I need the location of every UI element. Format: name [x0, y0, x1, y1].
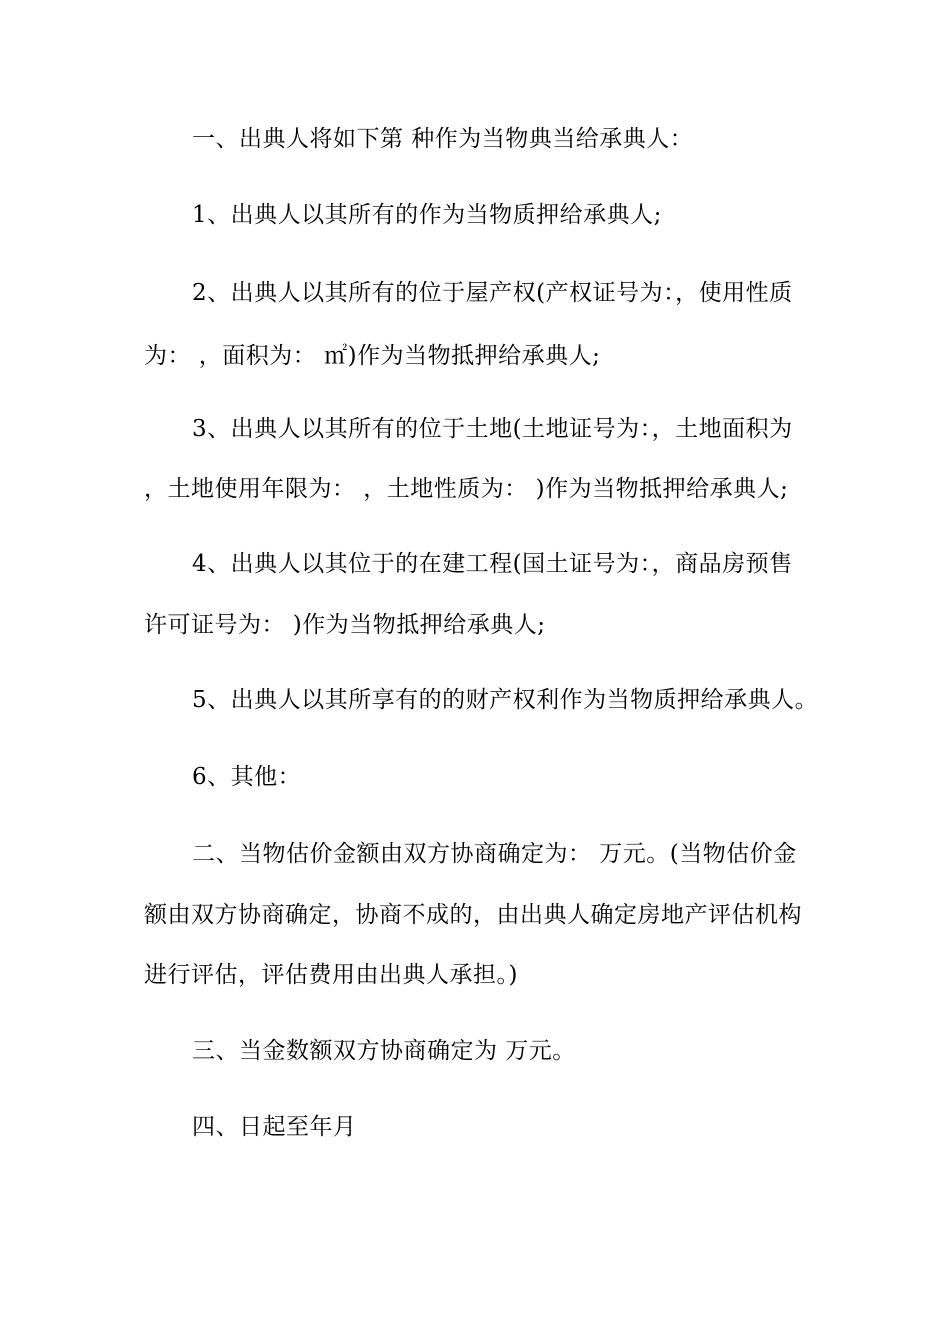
clause-1-item-3-line-1: 3、出典人以其所有的位于土地(土地证号为：，土地面积为 [192, 416, 793, 442]
clause-1-heading: 一、出典人将如下第 种作为当物典当给承典人： [192, 126, 694, 152]
clause-1-item-4-line-1: 4、出典人以其位于的在建工程(国土证号为：，商品房预售 [192, 551, 793, 577]
clause-4: 四、日起至年月 [192, 1114, 357, 1140]
clause-1-item-2-line-2: 为： ，面积为： ㎡)作为当物抵押给承典人; [144, 343, 601, 369]
clause-1-item-4-line-2: 许可证号为： )作为当物抵押给承典人; [144, 612, 546, 638]
clause-3: 三、当金数额双方协商确定为 万元。 [192, 1038, 576, 1064]
clause-2-line-3: 进行评估，评估费用由出典人承担。) [144, 962, 518, 988]
clause-1-item-6: 6、其他： [192, 764, 302, 790]
clause-1-item-5: 5、出典人以其所享有的的财产权利作为当物质押给承典人。 [192, 687, 819, 713]
clause-2-line-1: 二、当物估价金额由双方协商确定为： 万元。(当物估价金 [192, 841, 797, 867]
clause-1-item-3-line-2: ，土地使用年限为： ，土地性质为： )作为当物抵押给承典人; [144, 476, 789, 502]
clause-1-item-2-line-1: 2、出典人以其所有的位于屋产权(产权证号为：，使用性质 [192, 280, 793, 306]
clause-1-item-1: 1、出典人以其所有的作为当物质押给承典人; [192, 202, 662, 228]
clause-2-line-2: 额由双方协商确定，协商不成的，由出典人确定房地产评估机构 [144, 902, 802, 928]
